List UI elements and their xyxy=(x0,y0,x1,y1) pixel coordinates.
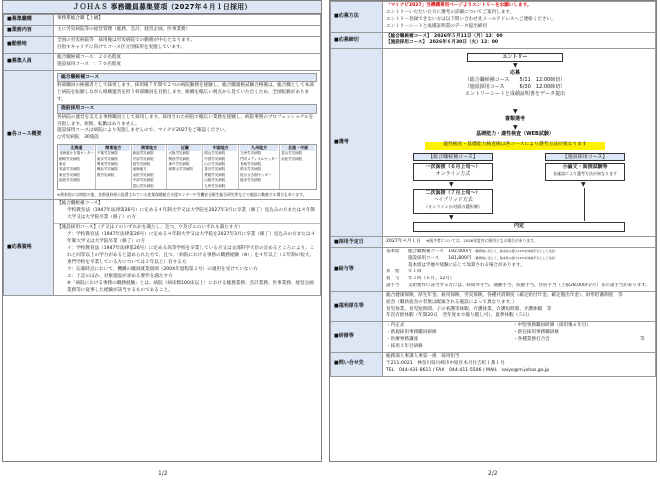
hospital-name: 門司メディカルセンター xyxy=(240,156,279,161)
flow-oubo-block xyxy=(443,70,587,108)
row-label-kyuyo: ■給与等 xyxy=(331,248,383,292)
row-label-kenshu: ■研修等 xyxy=(331,322,383,353)
row-label-toiawase: ■問い合せ先 xyxy=(331,352,383,376)
kenshu-item: ・採用３年目研修 xyxy=(386,343,423,349)
hospital-name: 浜松労災病院 xyxy=(132,172,154,177)
kihon-shisetsu-note: （勤務地に応じて、基本給の最大12%を地域手当として支給） xyxy=(472,255,558,260)
hospital-name: 九州労災病院 xyxy=(240,151,262,156)
kenshu-etc: 等 xyxy=(640,337,645,343)
flow-online: オンライン方式 xyxy=(435,171,471,178)
hospital-region-column xyxy=(239,145,280,189)
page-1 xyxy=(2,0,322,462)
hospital-name: 和歌山労災病院 xyxy=(168,167,193,172)
toiawase-line-3[interactable]: TEL 044-431-8611 / FAX 044-411-5506 / MAIL saiyo@m.johas.go.jp xyxy=(386,367,550,373)
hospital-region-column xyxy=(280,145,316,189)
row-value-senko xyxy=(383,49,656,237)
kihon-note: 基本給は学歴や経験に応じて加算される場合があります。 xyxy=(408,262,525,268)
row-value-gyomu: 主に労災病院等の経営管理（総務、会計、経営企画、医事業務） xyxy=(54,26,321,37)
kihon-shisetsu: 施設採用コース 181,800円 xyxy=(408,255,472,261)
hospital-name: 中部労災病院 xyxy=(132,178,154,183)
hospital-name: 富山労災病院 xyxy=(132,183,154,188)
course-sogo-title: 総合職候補コース xyxy=(57,73,317,82)
shimekiri-sogo: 【総合職候補コース】 2026年５月11日（月）12：00 xyxy=(386,33,503,39)
course-shisetsu-text2: 施設採用コースは病院により実施しませんので、マイナビ2027をご確認ください。 xyxy=(57,128,230,134)
salary-table xyxy=(384,249,654,290)
hospital-name: 総合せき損センター xyxy=(240,172,272,177)
hospital-name: 富山労災病院 xyxy=(281,151,303,156)
kihon-sogo-note: （勤務地に応じて、基本給の最大12%を地域手当として支給） xyxy=(472,249,558,254)
row-label-shokushu: ■募集職種 xyxy=(4,15,54,26)
hospital-name: 山陰労災病院 xyxy=(204,178,226,183)
flow-entry: エントリー xyxy=(467,53,563,62)
oubo-line-3: エントリーシートと成績証明書のデータ提出締切 xyxy=(386,23,487,29)
flow-yellow-note: 適性検査・基礎能力検査後は各コースにより選考方法が異なります xyxy=(425,142,605,150)
row-value-shokushu: 事務系総合職【上級】 xyxy=(54,15,321,26)
hospital-region-column xyxy=(96,145,132,189)
kenshu-item: ・医療事務講座 xyxy=(386,337,419,343)
hospital-region-column xyxy=(167,145,203,189)
hospital-name: 千葉労災病院 xyxy=(96,151,118,156)
row-label-shimekiri: ■応募締切 xyxy=(331,32,383,49)
page-number-1: 1/2 xyxy=(158,470,168,477)
yotei-note: ※既卒者については、2026年度内に採用となる場合があります。 xyxy=(426,238,538,244)
row-label-shikaku: ■応募資格 xyxy=(4,199,54,296)
hospital-name: 香川労災病院 xyxy=(204,167,226,172)
row-value-kinmuchi xyxy=(54,37,321,54)
hospital-name: 九州労災病院 xyxy=(204,183,226,188)
course-shisetsu-title: 施設採用コース xyxy=(57,104,317,113)
hospital-region-heading: 関東地方 xyxy=(133,145,166,151)
page-2 xyxy=(329,0,657,462)
shokyu-label: 昇 給 xyxy=(386,269,400,275)
hospital-name: 青森労災病院 xyxy=(59,167,80,172)
flow-shoron: 小論文・面接試験等 xyxy=(562,164,608,171)
shikaku-note: ※「病院における事務の職務経験」とは、病院（病床数100床以上）における総務業務、会計業務、医事業務、経営企画業務等に従事した経験が該当するものであること。 xyxy=(67,280,314,293)
kinmuchi-note: 目指すキャリアに向けてコース区分別採用を実施しています。 xyxy=(57,44,185,50)
arrow-down-icon: ▼ xyxy=(513,108,518,116)
hospital-name: 福島労災病院 xyxy=(59,178,80,183)
shoyo-value: 年２回（６月、12月） xyxy=(408,276,455,282)
kenshu-item: ・内定式 xyxy=(386,323,405,329)
flow-hybrid-sub: （オンラインか対面の選択制） xyxy=(423,204,483,210)
hospital-name: 浜松労災病院 xyxy=(281,156,303,161)
shoyo-label: 賞 与 xyxy=(386,276,400,282)
fukuri-line-1: 総合健康保険、厚生年金、雇用保険、労災保険、各種共済制度（確定給付年金、確定拠出年金）、財形貯蓄制度 等 xyxy=(386,292,623,298)
hospital-region-heading: 北陸・中部 xyxy=(281,145,315,151)
flow-connector xyxy=(584,188,585,221)
oubo-line-1: エントリーいただいた方に選考の詳細についてご案内します。 xyxy=(386,9,515,15)
requirements-table-2 xyxy=(330,1,656,377)
row-value-kenshu xyxy=(383,322,656,353)
row-value-ninzu xyxy=(54,53,321,70)
teate-value: 支給要件に該当する方には、時間外手当、通勤手当、扶養手当、住居手当（上限28,000円/月）等の諸手当があります。 xyxy=(408,282,650,288)
shokyu-value: 年１回 xyxy=(408,269,422,275)
flow-shoron-block xyxy=(545,163,625,181)
flow-naitei: 内定 xyxy=(413,222,625,232)
hospital-name: 能本労災病院 xyxy=(240,178,262,183)
kenshu-item: ・新規採用事務職員研修 xyxy=(386,330,437,336)
hospital-name: 東海地方 xyxy=(132,167,147,172)
shikaku-item-u: ウ：応募時点において、機構の職員就業規則（2004年規程第２号）の適用を受けていない方 xyxy=(67,266,258,272)
shikaku-item-a: ア：学校教育法（1947年法律第26号）に定める４年制大学又は大学院を2027年3月に卒業（修了）見込みの方または４年制大学又は大学院卒業（修了）の方 xyxy=(67,232,316,245)
row-value-kyuyo xyxy=(383,248,656,292)
yotei-date: 2027年４月１日 xyxy=(386,239,421,245)
kihon-values xyxy=(406,249,654,269)
toiawase-line-2: 〒211-0021 神奈川県川崎市中原区木月住吉町１番１号 xyxy=(386,360,505,366)
hospital-region-heading: 北海道 xyxy=(59,145,94,151)
hospital-name: 釧路労災病院 xyxy=(59,156,80,161)
hospital-name: 旭労災病院 xyxy=(132,162,151,167)
arrow-down-icon: ▼ xyxy=(449,214,454,222)
hospital-name: 岡山労災病院 xyxy=(204,151,226,156)
hospital-name: 中国労災病院 xyxy=(204,156,226,161)
row-value-course xyxy=(54,70,321,199)
course-shisetsu-text: 各病院の運営を支える事務職員として採用します。採用された病院で幅広い業務を経験し、病院事務のプロフェッショナルを目指します。原則、転勤はありません。 xyxy=(57,114,314,127)
hospital-name: 東北労災病院 xyxy=(59,172,80,177)
hospital-name: 関東労災病院 xyxy=(96,162,118,167)
kenshu-item: ・新任採用事務職研修 xyxy=(513,330,559,336)
flow-ichiji-block xyxy=(413,163,493,181)
hospital-region-heading: 関東地方 xyxy=(97,145,130,151)
hospital-name: 燕労災病院 xyxy=(96,172,115,177)
kenshu-item: ・中堅事務職員研修（採用後６年目） xyxy=(513,323,592,329)
flow-oubo: 応募 xyxy=(509,70,520,77)
hospital-region-column xyxy=(58,145,96,189)
flow-kiso: 基礎能力・適性検査（WEB試験） xyxy=(457,131,573,140)
hospital-region-column xyxy=(203,145,239,189)
row-value-yotei xyxy=(383,237,656,248)
flow-shorui: 書類選考 xyxy=(467,116,563,125)
hospital-name: 大阪労災病院 xyxy=(168,151,190,156)
row-value-oubo xyxy=(383,2,656,33)
fukuri-line-4: 年次有給休暇（年間20日 翌年度まで繰り越し可）、夏季休暇（５日） xyxy=(386,313,532,319)
row-label-yotei: ■採用予定日 xyxy=(331,237,383,248)
fukuri-line-2: 宿舎（職員宿舎の有無は配属される施設によって異なります。） xyxy=(386,299,517,305)
kihon-label: 基本給 xyxy=(386,249,400,255)
row-value-toiawase xyxy=(383,352,656,376)
shikaku-sogo-title: 【総合職候補コース】 xyxy=(57,200,103,206)
shikaku-shisetsu-title: 【施設採用コース】（ア又はイのいずれかを満たし、且つ、ウ及びエのいずれも満たす方） xyxy=(57,225,243,231)
row-label-oubo: ■応募方法 xyxy=(331,2,383,33)
page-title: ＪＯＨＡＳ 事務職員募集要項（2027年４月１日採用） xyxy=(3,1,321,14)
flow-ichiji: 一次面接（６月上旬～） xyxy=(425,164,481,171)
hospital-name: 東京労災病院 xyxy=(96,156,118,161)
selection-flowchart xyxy=(385,51,653,234)
hospital-name: 長崎労災病院 xyxy=(240,162,262,167)
shikaku-item-i: イ：学校教育法（1947年法律第26号）に定める高等学校を卒業している方又は文部科学大臣の定めるところにより、これと同等以上の学力があると認められた方で、且つ、「病院における事務の職務経験（※）」を４年以上（２年制の短大、専門学校を卒業している方については２年以上）有する方 xyxy=(67,246,315,265)
row-value-shimekiri xyxy=(383,32,656,49)
hospital-name: 関西労災病院 xyxy=(168,156,190,161)
kihon-sogo: 総合職候補コース 192,000円 xyxy=(408,249,472,255)
arrow-down-icon: ▼ xyxy=(513,62,518,70)
page-number-2: 2/2 xyxy=(488,470,498,477)
flow-niji-block xyxy=(413,189,493,214)
hospital-region-column xyxy=(132,145,168,189)
row-value-fukuri xyxy=(383,291,656,322)
row-label-kinmuchi: ■勤務地 xyxy=(4,37,54,54)
hospital-name: 新潟労災病院 xyxy=(132,151,154,156)
kinmuchi-text: 全国の労災病院等 採用後は労災病院での勤務が中心となります。 xyxy=(57,38,195,43)
row-label-course: ■各コース概要 xyxy=(4,70,54,199)
flow-shoron-sub: 各施設により選考方法が異なります xyxy=(553,171,617,177)
hospital-region-heading: 九州地方 xyxy=(240,145,278,151)
flow-oubo-sub2: （施設採用コース 6/30 12:00締切） xyxy=(464,84,566,91)
hospital-name: 中部労災病院 xyxy=(132,156,154,161)
flow-shisetsu-label: 【施設採用コース】 xyxy=(545,153,625,161)
arrow-down-icon: ▼ xyxy=(513,124,518,132)
hospital-name: 熊本労災病院 xyxy=(240,167,262,172)
course-sogo-text: 幹部職員の候補者として採用します。採用後７年間で２つの病院勤務を経験し、総合職適格試験合格後は、総合職として本部と病院を転勤しながら組織運営を担う幹部職員を目指します。組織を幅広い視点から見ていただくため、全国転勤があります。 xyxy=(57,82,314,102)
flow-oubo-sub3: エントリーシートと成績証明書をデータ提出 xyxy=(465,91,565,98)
oubo-line-2: エントリー登録できない方は以下問い合わせ先メールアドレスへご連絡ください。 xyxy=(386,16,556,22)
flow-hybrid: ハイブリッド方式 xyxy=(433,197,473,204)
hospital-name: 山口労災病院 xyxy=(204,162,226,167)
ninzu-shisetsu: 施設採用コース ：７０名程度 xyxy=(57,61,122,67)
shikaku-item-e: エ：上記のほか、対象施設が求める要件を満たす方 xyxy=(67,273,173,279)
row-label-senko: ■選考 xyxy=(331,49,383,237)
hospital-name: 横浜労災病院 xyxy=(96,167,118,172)
row-label-fukuri: ■福利厚生等 xyxy=(331,291,383,322)
hospital-name: 北海道せき損センター xyxy=(59,151,94,156)
hospital-name: 愛媛労災病院 xyxy=(204,172,226,177)
flow-niji: 二次面接（７月上旬～） xyxy=(425,190,481,197)
oubo-highlight: 「マイナビ2027」当機構専用ページよりエントリーをお願いします。 xyxy=(386,3,532,8)
shikaku-sogo-text: 学校教育法（1947年法律第26号）に定める４年制大学又は大学院を2027年3月に卒業（修了）見込みの方または４年制大学又は大学院卒業（修了）の方 xyxy=(67,207,316,220)
hospital-name: 東北 xyxy=(59,162,66,167)
arrow-down-icon: ▼ xyxy=(449,181,454,189)
row-label-gyomu: ■業務内容 xyxy=(4,26,54,37)
hospital-region-heading: 近畿 xyxy=(168,145,201,151)
hospital-name: 神戸労災病院 xyxy=(168,162,190,167)
teate-label: 諸手当 xyxy=(386,282,400,288)
row-value-shikaku xyxy=(54,199,321,296)
toiawase-line-1: 総務部人事課人事第一係 採用担当 xyxy=(386,353,460,359)
fukuri-line-3: 育児休業、育児短時間、子の看護等休暇、介護休業、介護短時間、介護休暇 等 xyxy=(386,306,552,312)
course-footnote: ※将来的には病院の他、各都道府県の設置されている産業保健総合支援センターや労働安全衛生総合研究所などの施設に勤務する場合もあります。 xyxy=(57,192,307,198)
requirements-table xyxy=(3,14,321,296)
kenshu-item: ・各種業務打合会 xyxy=(513,337,550,343)
ninzu-sogo: 総合職候補コース：２０名程度 xyxy=(57,54,122,60)
hospital-list-heading: ○労災病院 30施設 xyxy=(57,135,100,141)
kenshu-grid xyxy=(386,323,652,351)
row-label-ninzu: ■募集人員 xyxy=(4,53,54,70)
shimekiri-shisetsu: 【施設採用コース】 2026年６月30日（火）12：00 xyxy=(386,40,499,46)
hospital-region-heading: 中国地方 xyxy=(204,145,237,151)
hospital-grid xyxy=(57,144,317,190)
arrow-down-icon: ▼ xyxy=(581,181,586,189)
flow-sogo-label: 【総合職候補コース】 xyxy=(413,153,493,161)
flow-oubo-sub1: （総合職候補コース 5/11 12:00締切） xyxy=(464,77,566,84)
